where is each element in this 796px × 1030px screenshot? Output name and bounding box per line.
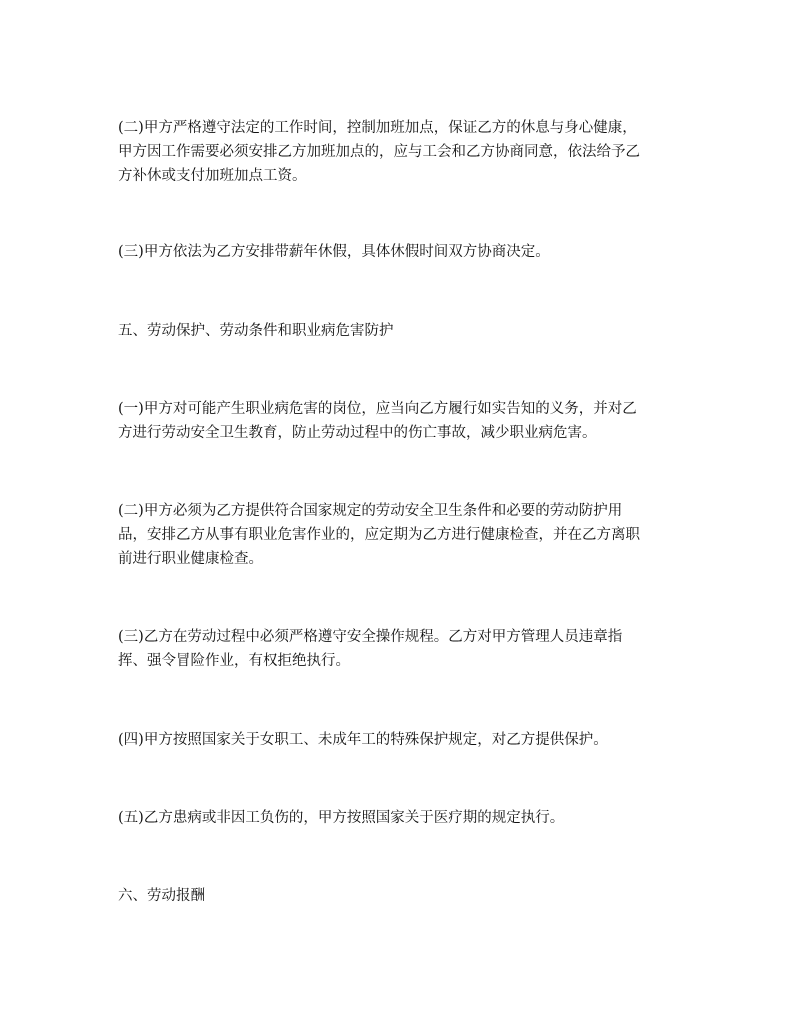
paragraph-special-protection: (四)甲方按照国家关于女职工、未成年工的特殊保护规定，对乙方提供保护。 — [118, 732, 608, 748]
paragraph-medical-period: (五)乙方患病或非因工负伤的，甲方按照国家关于医疗期的规定执行。 — [118, 810, 565, 826]
section-heading-remuneration: 六、劳动报酬 — [118, 888, 205, 904]
paragraph-annual-leave: (三)甲方依法为乙方安排带薪年休假，具体休假时间双方协商决定。 — [118, 244, 550, 260]
section-heading-labor-protection: 五、劳动保护、劳动条件和职业病危害防护 — [118, 323, 394, 339]
paragraph-overtime: (二)甲方严格遵守法定的工作时间，控制加班加点，保证乙方的休息与身心健康， 甲方因工作需要必须安排乙方加班加点的，应与工会和乙方协商同意，依法给予乙 方补休或支付加班加点工资。 — [118, 120, 640, 184]
paragraph-occupational-hazard-notice: (一)甲方对可能产生职业病危害的岗位，应当向乙方履行如实告知的义务，并对乙 方进行劳动安全卫生教育，防止劳动过程中的伤亡事故，减少职业病危害。 — [118, 401, 637, 441]
paragraph-safety-rules: (三)乙方在劳动过程中必须严格遵守安全操作规程。乙方对甲方管理人员违章指 挥、强令冒险作业，有权拒绝执行。 — [118, 629, 623, 669]
paragraph-safety-conditions: (二)甲方必须为乙方提供符合国家规定的劳动安全卫生条件和必要的劳动防护用 品，安排乙方从事有职业危害作业的，应定期为乙方进行健康检查，并在乙方离职 前进行职业健康检查。 — [118, 503, 640, 567]
